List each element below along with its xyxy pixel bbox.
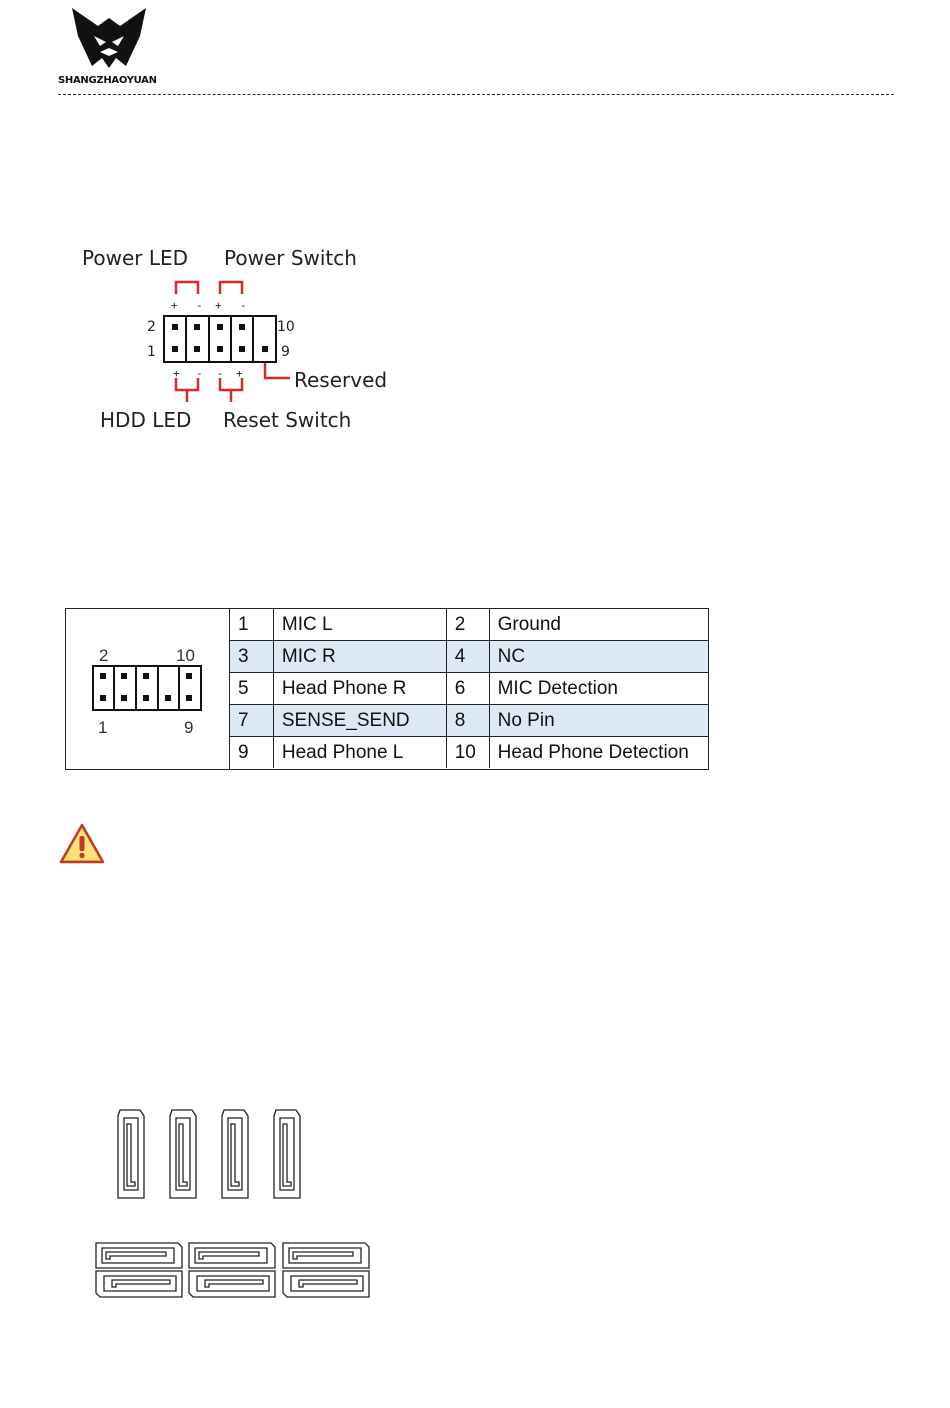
signal-cell: Ground: [489, 609, 708, 641]
audio-pin-table: [229, 609, 708, 768]
polarity-mark: +: [236, 367, 243, 380]
table-row: [230, 737, 709, 769]
brand-logo: [58, 6, 162, 90]
pin-number-cell: 5: [230, 673, 274, 705]
reset-switch-label: Reset Switch: [223, 408, 352, 432]
power-switch-label: Power Switch: [224, 246, 357, 270]
brand-name: SHANGZHAOYUAN: [58, 75, 157, 86]
hdd-led-label: HDD LED: [100, 408, 192, 432]
pin-number-cell: 3: [230, 641, 274, 673]
sata-connectors-diagram: [90, 1100, 390, 1310]
pin-number-cell: 10: [446, 737, 489, 769]
pin-number-cell: 2: [446, 609, 489, 641]
audio-connector-diagram: [66, 609, 230, 769]
warning-triangle-icon: [58, 822, 106, 866]
table-row: [230, 673, 709, 705]
signal-cell: MIC Detection: [489, 673, 708, 705]
signal-cell: MIC L: [273, 609, 446, 641]
signal-cell: No Pin: [489, 705, 708, 737]
audio-pin-number-2: 2: [99, 646, 109, 665]
polarity-mark: +: [215, 299, 222, 312]
pin-number-1: 1: [147, 344, 156, 360]
audio-header-table: [65, 608, 709, 770]
pin-number-cell: 1: [230, 609, 274, 641]
signal-cell: Head Phone L: [273, 737, 446, 769]
pin-number-cell: 7: [230, 705, 274, 737]
pin-number-cell: 9: [230, 737, 274, 769]
signal-cell: Head Phone Detection: [489, 737, 708, 769]
table-row: [230, 609, 709, 641]
polarity-mark: -: [196, 299, 203, 312]
pin-number-2: 2: [147, 319, 156, 335]
shangzhaoyuan-logo-icon: [70, 6, 148, 72]
polarity-mark: -: [196, 367, 203, 380]
polarity-mark: +: [173, 367, 180, 380]
table-row: [230, 705, 709, 737]
pin-number-9: 9: [281, 344, 290, 360]
polarity-mark: -: [217, 367, 224, 380]
pin-number-cell: 4: [446, 641, 489, 673]
header-divider: [58, 94, 894, 95]
pin-number-10: 10: [277, 319, 295, 335]
front-panel-diagram: [78, 240, 398, 440]
audio-pin-number-9: 9: [184, 718, 194, 737]
polarity-mark: -: [240, 299, 247, 312]
signal-cell: SENSE_SEND: [273, 705, 446, 737]
signal-cell: NC: [489, 641, 708, 673]
reserved-label: Reserved: [294, 368, 388, 392]
audio-connector-icon: [66, 609, 229, 769]
table-row: [230, 641, 709, 673]
power-led-label: Power LED: [82, 246, 189, 270]
pin-number-cell: 8: [446, 705, 489, 737]
sata-port-icons: [90, 1100, 390, 1310]
audio-pin-number-10: 10: [176, 646, 195, 665]
signal-cell: Head Phone R: [273, 673, 446, 705]
audio-pin-number-1: 1: [98, 718, 108, 737]
polarity-mark: +: [171, 299, 178, 312]
signal-cell: MIC R: [273, 641, 446, 673]
pin-number-cell: 6: [446, 673, 489, 705]
